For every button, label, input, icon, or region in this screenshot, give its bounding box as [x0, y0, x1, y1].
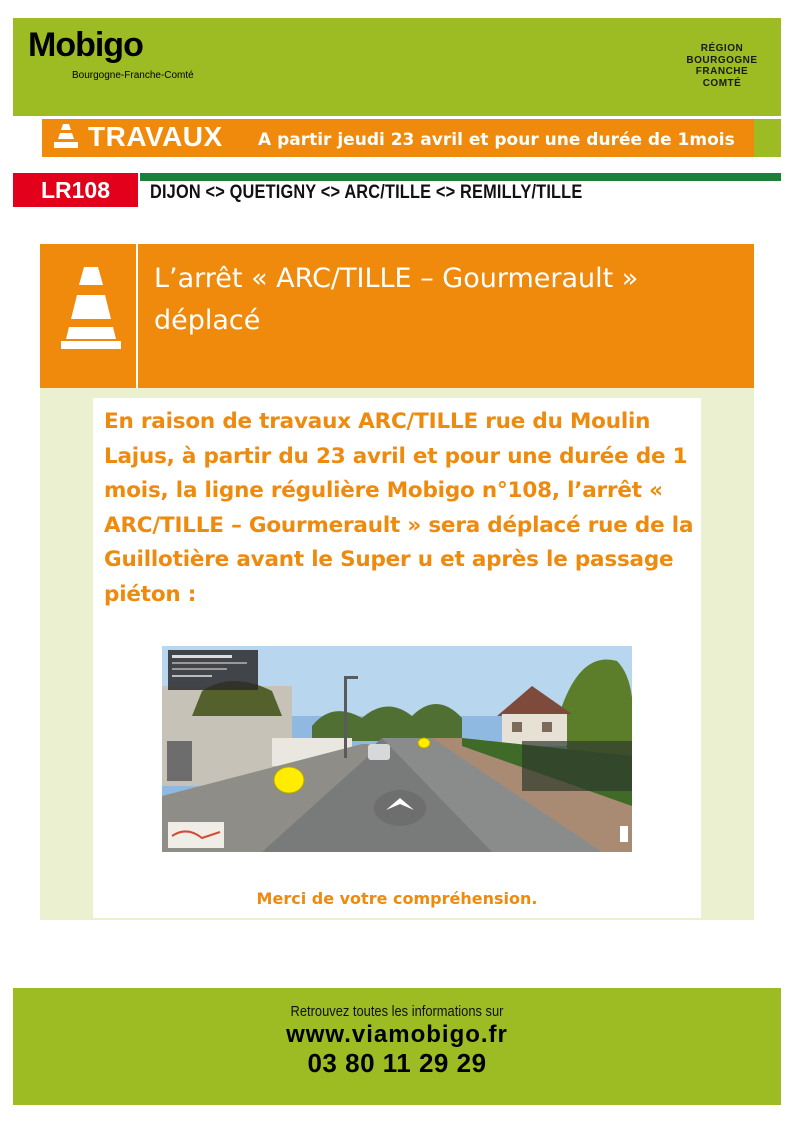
- traffic-cone-icon: [52, 122, 80, 152]
- logo-subtitle: Bourgogne-Franche-Comté: [72, 70, 194, 81]
- traffic-cone-icon: [60, 265, 122, 351]
- footer-info-text: Retrouvez toutes les informations sur: [290, 1003, 504, 1020]
- region-logo-text: RÉGION BOURGOGNE FRANCHE COMTÉ: [686, 43, 758, 89]
- line-id: LR108: [40, 177, 111, 203]
- route-text: DIJON <> QUETIGNY <> ARC/TILLE <> REMILLY/TILLE: [150, 182, 583, 203]
- footer-website-link[interactable]: www.viamobigo.fr: [286, 1021, 508, 1048]
- street-view-photo: [162, 646, 632, 852]
- notice-title: L’arrêt « ARC/TILLE – Gourmerault » déplacé: [154, 263, 639, 336]
- thanks-text: Merci de votre compréhension.: [256, 889, 538, 908]
- notice-text: En raison de travaux ARC/TILLE rue du Moulin Lajus, à partir du 23 avril et pour une durée de 1 mois, la ligne régulière Mobigo n°108, l’arrêt « ARC/TILLE – Gourmerault » sera déplacé rue de la Guillotière avant le Super u et après le passage piéton :: [104, 409, 694, 607]
- logo-wordmark: Mobigo: [28, 26, 143, 64]
- mobigo-logo: [28, 26, 238, 106]
- footer-phone-number: 03 80 11 29 29: [307, 1048, 487, 1078]
- travaux-period: A partir jeudi 23 avril et pour une durée de 1mois: [258, 130, 735, 150]
- notice-header-divider: [136, 244, 138, 388]
- travaux-label: TRAVAUX: [88, 121, 223, 152]
- region-logo: [672, 43, 772, 103]
